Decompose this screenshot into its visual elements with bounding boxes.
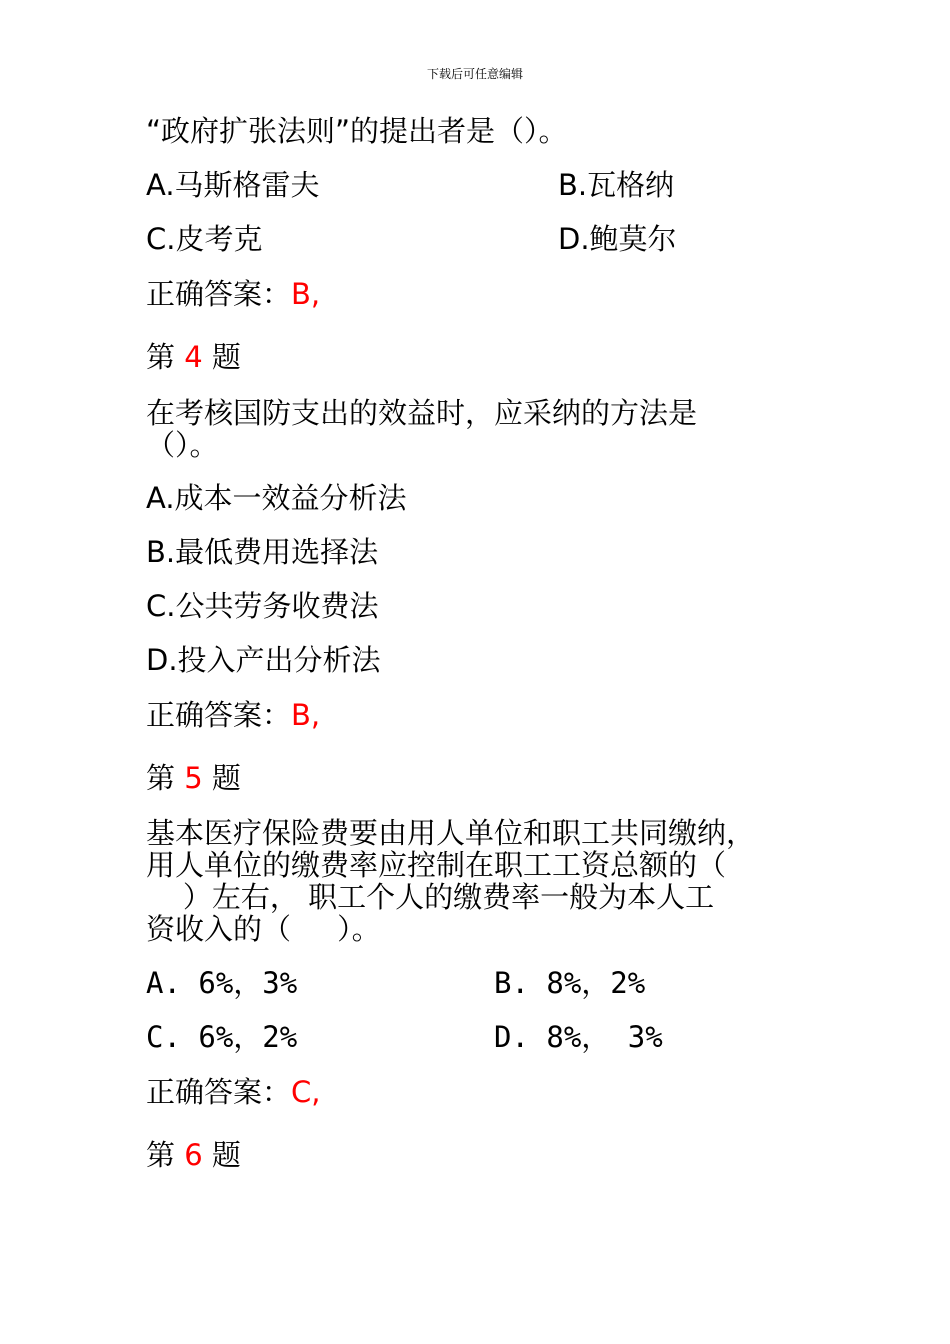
q5-answer [146,1075,320,1109]
question-title-suffix: 题 [211,761,241,795]
q3-option-d: D.鲍莫尔 [558,222,677,256]
q5-option-b: B. 8%，2% [494,966,646,1000]
question-title-suffix: 题 [211,1138,241,1172]
q5-stem [146,817,806,945]
q5-stem-line-4: 资收入的（ ）。 [146,912,381,946]
q4-stem [146,397,806,461]
page-header-note: 下载后可任意编辑 [426,67,523,81]
question-number: 6 [184,1138,203,1172]
q3-option-a: A.马斯格雷夫 [146,168,320,202]
q5-stem-line-3: ）左右， 职工个人的缴费率一般为本人工 [146,880,715,914]
q4-stem-line-2: （）。 [146,428,219,462]
q5-option-a: A. 6%，3% [146,966,298,1000]
question-title-prefix: 第 [146,761,176,795]
q4-stem-line-1: 在考核国防支出的效益时，应采纳的方法是 [146,396,698,430]
q5-stem-line-1: 基本医疗保险费要由用人单位和职工共同缴纳， [146,816,756,850]
answer-label: 正确答案： [146,1075,292,1109]
question-title-suffix: 题 [211,340,241,374]
q4-option-d: D.投入产出分析法 [146,643,381,677]
q5-title [146,761,241,795]
q4-answer [146,698,320,732]
question-number: 5 [184,761,203,795]
q5-option-c: C. 6%，2% [146,1020,298,1054]
answer-value: B, [291,277,321,311]
q3-option-c: C.皮考克 [146,222,263,256]
question-number: 4 [184,340,203,374]
answer-label: 正确答案： [146,698,292,732]
q5-stem-line-2: 用人单位的缴费率应控制在职工工资总额的（ [146,848,727,882]
q3-stem: “政府扩张法则”的提出者是（）。 [146,114,568,148]
question-title-prefix: 第 [146,1138,176,1172]
answer-value: B, [291,698,321,732]
q4-option-c: C.公共劳务收费法 [146,589,379,623]
q3-option-b: B.瓦格纳 [558,168,675,202]
q3-answer [146,277,320,311]
q5-option-d: D. 8%， 3% [494,1020,663,1054]
answer-label: 正确答案： [146,277,292,311]
question-title-prefix: 第 [146,340,176,374]
q6-title [146,1138,241,1172]
q4-title [146,340,241,374]
q4-option-a: A.成本一效益分析法 [146,481,407,515]
answer-value: C, [291,1075,321,1109]
q4-option-b: B.最低费用选择法 [146,535,379,569]
